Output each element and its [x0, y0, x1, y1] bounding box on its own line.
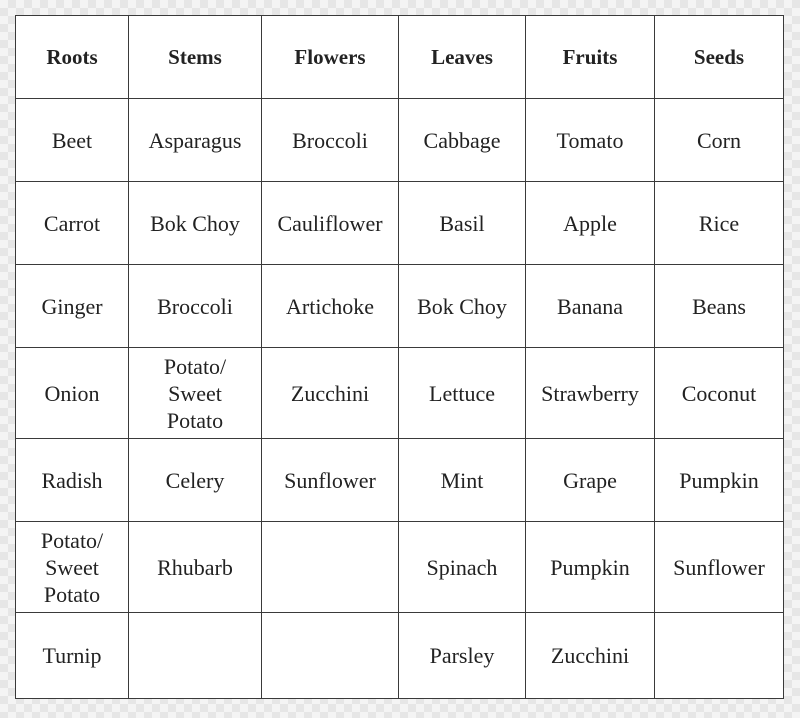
cell-flowers [262, 439, 399, 522]
cell-text: Bok Choy [417, 293, 507, 319]
cell-fruits [526, 99, 655, 182]
cell-text: Beet [51, 127, 93, 153]
table-row [16, 182, 784, 265]
cell-flowers [262, 613, 399, 699]
cell-text: Potato/ Sweet Potato [163, 353, 227, 433]
cell-text: Celery [165, 467, 225, 493]
cell-leaves [399, 99, 526, 182]
cell-roots [16, 182, 129, 265]
cell-text: Mint [440, 467, 484, 493]
cell-flowers [262, 182, 399, 265]
cell-text: Turnip [42, 643, 102, 668]
cell-roots [16, 522, 129, 613]
cell-text: Potato/ Sweet Potato [40, 527, 104, 607]
cell-text: Rhubarb [157, 554, 233, 580]
cell-text: Broccoli [157, 293, 233, 319]
table-row [16, 348, 784, 439]
cell-text: Pumpkin [550, 554, 630, 580]
cell-roots [16, 613, 129, 699]
cell-flowers [262, 522, 399, 613]
cell-roots [16, 439, 129, 522]
cell-text: Beans [692, 293, 746, 319]
cell-leaves [399, 182, 526, 265]
cell-text: Cabbage [423, 127, 501, 153]
cell-fruits [526, 182, 655, 265]
cell-leaves [399, 613, 526, 699]
cell-text: Pumpkin [679, 467, 759, 493]
cell-stems [129, 348, 262, 439]
cell-text: Tomato [556, 127, 624, 153]
header-stems: Stems [129, 16, 262, 99]
cell-text: Ginger [41, 293, 103, 319]
cell-leaves [399, 348, 526, 439]
cell-fruits [526, 348, 655, 439]
cell-text: Spinach [426, 554, 498, 580]
header-flowers: Flowers [262, 16, 399, 99]
cell-text: Cauliflower [277, 210, 383, 236]
header-seeds: Seeds [655, 16, 784, 99]
cell-seeds [655, 348, 784, 439]
cell-text: Sunflower [284, 467, 376, 493]
cell-flowers [262, 348, 399, 439]
cell-leaves [399, 265, 526, 348]
header-fruits: Fruits [526, 16, 655, 99]
table-row [16, 613, 784, 699]
cell-text: Parsley [429, 643, 495, 668]
cell-flowers [262, 265, 399, 348]
table-row [16, 265, 784, 348]
cell-fruits [526, 522, 655, 613]
cell-text: Zucchini [550, 643, 630, 668]
cell-stems [129, 613, 262, 699]
cell-leaves [399, 439, 526, 522]
cell-text: Sunflower [673, 554, 765, 580]
cell-text: Coconut [681, 380, 757, 406]
cell-flowers [262, 99, 399, 182]
cell-text: Zucchini [290, 380, 370, 406]
table-row [16, 439, 784, 522]
cell-fruits [526, 265, 655, 348]
cell-text: Corn [697, 127, 741, 153]
cell-roots [16, 99, 129, 182]
cell-seeds [655, 182, 784, 265]
cell-text: Asparagus [148, 127, 242, 153]
cell-text: Lettuce [429, 380, 495, 406]
cell-stems [129, 265, 262, 348]
cell-seeds [655, 265, 784, 348]
cell-seeds [655, 522, 784, 613]
header-roots: Roots [16, 16, 129, 99]
cell-text: Basil [439, 210, 485, 236]
cell-text: Strawberry [541, 380, 639, 406]
cell-stems [129, 99, 262, 182]
cell-fruits [526, 613, 655, 699]
cell-seeds [655, 613, 784, 699]
header-row [16, 16, 784, 99]
cell-stems [129, 182, 262, 265]
cell-text: Apple [563, 210, 617, 236]
cell-roots [16, 265, 129, 348]
cell-text: Bok Choy [150, 210, 240, 236]
table-row [16, 99, 784, 182]
cell-text: Broccoli [292, 127, 368, 153]
cell-seeds [655, 99, 784, 182]
cell-text: Banana [557, 293, 623, 319]
table-row [16, 522, 784, 613]
cell-text: Onion [44, 380, 100, 406]
cell-text: Rice [698, 210, 740, 236]
cell-leaves [399, 522, 526, 613]
cell-text: Radish [41, 467, 103, 493]
header-leaves: Leaves [399, 16, 526, 99]
plant-parts-table [15, 15, 784, 699]
cell-text: Artichoke [286, 293, 374, 319]
cell-text: Grape [563, 467, 617, 493]
cell-text: Carrot [43, 210, 101, 236]
cell-stems [129, 522, 262, 613]
cell-stems [129, 439, 262, 522]
cell-seeds [655, 439, 784, 522]
cell-roots [16, 348, 129, 439]
cell-fruits [526, 439, 655, 522]
